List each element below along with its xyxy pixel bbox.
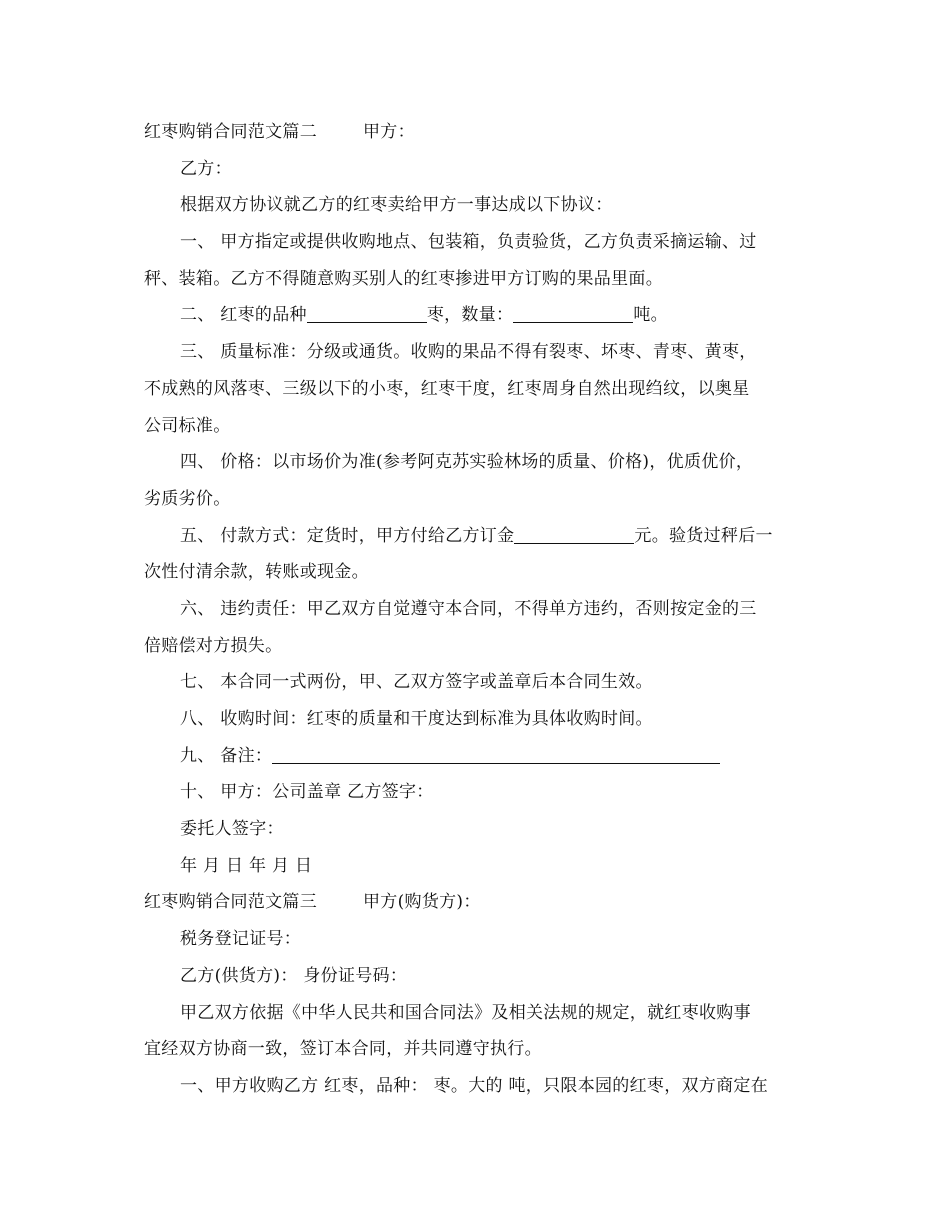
clause-5-deposit-unit: 元。验货过秤后一 (634, 525, 773, 546)
clause-8: 八、 收购时间：红枣的质量和干度达到标准为具体收购时间。 (180, 709, 653, 729)
quantity-blank (513, 304, 633, 323)
entrusted-signature-label: 委托人签字： (180, 819, 284, 840)
clause-9-remarks-label: 九、 备注： (180, 745, 273, 766)
clause-5-line-1 (144, 518, 814, 555)
buyer-label: 甲方(购货方)： (363, 892, 481, 913)
contract-text (144, 114, 814, 1105)
clause-2-variety-label: 二、 红枣的品种 (180, 305, 307, 326)
clause-4-line-1: 四、 价格：以市场价为准(参考阿克苏实验林场的质量、价格)，优质优价， (180, 452, 754, 473)
variety-blank (307, 304, 427, 323)
clause-3-line-1: 三、 质量标准：分级或通货。收购的果品不得有裂枣、坏枣、青枣、黄枣， (180, 342, 757, 363)
section-3-intro-line-1: 甲乙双方依据《中华人民共和国合同法》及相关法规的规定，就红枣收购事 (180, 1002, 751, 1023)
clause-9 (144, 738, 814, 775)
section-title: 红枣购销合同范文篇三 (144, 892, 317, 913)
clause-6-line-1: 六、 违约责任：甲乙双方自觉遵守本合同，不得单方违约，否则按定金的三 (180, 598, 757, 619)
clause-2-quantity-label: 枣，数量： (426, 305, 514, 326)
clause-7: 七、 本合同一式两份，甲、乙双方签字或盖章后本合同生效。 (180, 672, 653, 693)
party-a-label: 甲方： (363, 122, 415, 142)
section-title: 红枣购销合同范文篇二 (144, 122, 317, 142)
clause-3-line-2: 不成熟的风落枣、三级以下的小枣，红枣干度，红枣周身自然出现绉纹，以奥星 (144, 378, 750, 399)
section-3-intro-line-2: 宜经双方协商一致，签订本合同，并共同遵守执行。 (144, 1039, 542, 1060)
supplier-label: 乙方(供货方)： 身份证号码： (180, 965, 408, 986)
section-heading-2 (144, 114, 814, 151)
clause-2 (144, 297, 814, 334)
date-line: 年 月 日 年 月 日 (180, 855, 313, 876)
clause-5-line-2: 次性付清余款，转账或现金。 (144, 562, 369, 583)
clause-10: 十、 甲方：公司盖章 乙方签字： (180, 782, 434, 803)
clause-2-unit: 吨。 (633, 305, 668, 326)
remarks-blank (272, 745, 720, 764)
clause-6-line-2: 倍赔偿对方损失。 (144, 635, 283, 656)
tax-id-label: 税务登记证号： (180, 929, 302, 950)
clause-4-line-2: 劣质劣价。 (144, 488, 231, 509)
section-heading-3 (144, 884, 814, 921)
section-3-clause-1-line-1: 一、甲方收购乙方 红枣，品种： 枣。大的 吨，只限本园的红枣，双方商定在 (180, 1075, 769, 1096)
party-b-label: 乙方： (180, 158, 232, 179)
deposit-blank (514, 525, 634, 544)
clause-5-deposit-label: 五、 付款方式：定货时，甲方付给乙方订金 (180, 525, 515, 546)
clause-3-line-3: 公司标准。 (144, 415, 231, 436)
intro-paragraph: 根据双方协议就乙方的红枣卖给甲方一事达成以下协议： (180, 195, 613, 216)
clause-1-line-1: 一、 甲方指定或提供收购地点、包装箱，负责验货，乙方负责采摘运输、过 (180, 232, 757, 253)
clause-1-line-2: 秤、装箱。乙方不得随意购买别人的红枣掺进甲方订购的果品里面。 (144, 268, 663, 289)
